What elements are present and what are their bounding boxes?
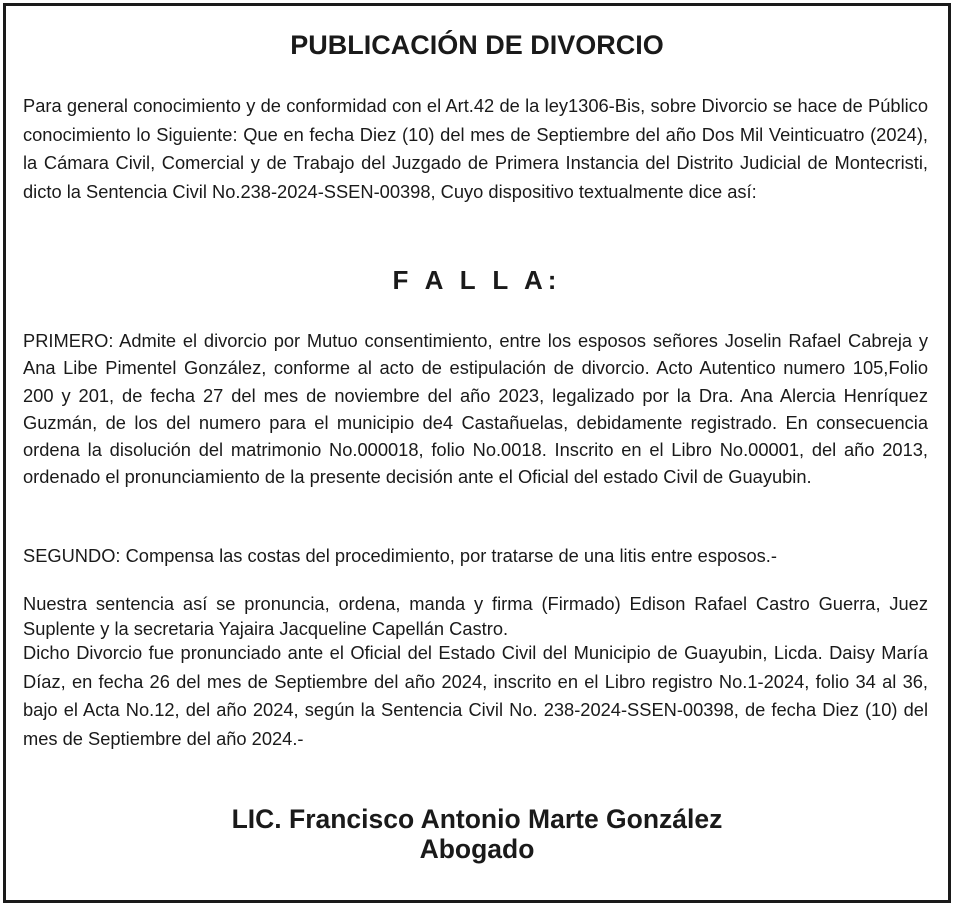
notice-frame <box>3 3 951 903</box>
primero-paragraph: PRIMERO: Admite el divorcio por Mutuo consentimiento, entre los esposos señores Joselin Rafael Cabreja y Ana Libe Pimentel González, conforme al acto de estipulación de divorcio. Acto Autentico numero 105,Folio 200 y 201, de fecha 27 del mes de noviembre del año 2023, legalizado por la Dra. Ana Alercia Henríquez Guzmán, de los del numero para el municipio de4 Castañuelas, debidamente registrado. En consecuencia ordena la disolución del matrimonio No.000018, folio No.0018. Inscrito en el Libro No.00001, del año 2013, ordenado el pronunciamiento de la presente decisión ante el Oficial del estado Civil de Guayubin. <box>23 330 928 488</box>
notice-title: PUBLICACIÓN DE DIVORCIO <box>290 30 664 60</box>
firma-paragraph: Nuestra sentencia así se pronuncia, ordena, manda y firma (Firmado) Edison Rafael Castro Guerra, Juez Suplente y la secretaria Yajaira Jacqueline Capellán Castro. <box>23 593 928 639</box>
signatory-title: Abogado <box>419 834 535 864</box>
pronunciado-paragraph: Dicho Divorcio fue pronunciado ante el Oficial del Estado Civil del Municipio de Guayubin, Licda. Daisy María Díaz, en fecha 26 del mes de Septiembre del año 2024, inscrito en el Libro registro No.1-2024, folio 34 al 36, bajo el Acta No.12, del año 2024, según la Sentencia Civil No. 238-2024-SSEN-00398, de fecha Diez (10) del mes de Septiembre del año 2024.- <box>23 642 928 750</box>
intro-paragraph: Para general conocimiento y de conformidad con el Art.42 de la ley1306-Bis, sobre Divorcio se hace de Público conocimiento lo Siguiente: Que en fecha Diez (10) del mes de Septiembre del año Dos Mil Veinticuatro (2024), la Cámara Civil, Comercial y de Trabajo del Juzgado de Primera Instancia del Distrito Judicial de Montecristi, dicto la Sentencia Civil No.238-2024-SSEN-00398, Cuyo dispositivo textualmente dice así: <box>23 95 928 203</box>
signature-block <box>6 804 948 864</box>
falla-heading: F A L L A: <box>392 265 562 295</box>
signatory-name: LIC. Francisco Antonio Marte González <box>231 804 723 834</box>
segundo-paragraph: SEGUNDO: Compensa las costas del procedimiento, por tratarse de una litis entre esposos.- <box>23 545 777 566</box>
